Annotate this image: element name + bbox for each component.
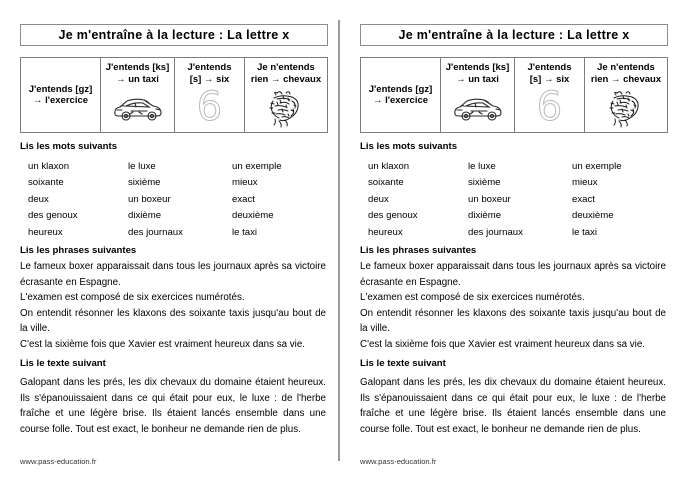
word-item: mieux: [232, 177, 258, 189]
reading-paragraph-wrap: [20, 375, 326, 437]
word-item: des genoux: [28, 210, 78, 222]
sound-cell-silent-line2: rien → chevaux: [590, 73, 662, 85]
text-section-heading: Lis le texte suivant: [20, 358, 106, 369]
sentence-list: [20, 259, 326, 353]
words-section-heading: Lis les mots suivants: [20, 141, 118, 152]
bubble-six-numeral: [515, 85, 584, 132]
horse-sketch-icon: [245, 85, 327, 132]
word-item: des genoux: [368, 210, 418, 222]
sound-cell-s-line2: [s] → six: [189, 73, 230, 85]
sentence-item: L'examen est composé de six exercices numérotés.: [360, 292, 585, 304]
bubble-six-text: 6: [536, 83, 563, 130]
word-item: sixième: [128, 177, 161, 189]
sound-cell-silent: [245, 58, 327, 132]
word-item: sixième: [468, 177, 501, 189]
sentence-item: On entendit résonner les klaxons des soixante taxis jusqu'au bout de la ville.: [20, 307, 326, 335]
word-item: deux: [28, 193, 49, 205]
bubble-six-numeral: [175, 85, 244, 132]
footer-credit: www.pass-education.fr: [360, 457, 437, 466]
page-title: Je m'entraîne à la lecture : La lettre x: [398, 28, 630, 42]
sound-cell-s-line2: [s] → six: [529, 73, 570, 85]
word-item: heureux: [28, 226, 63, 238]
sound-cell-silent-line2: rien → chevaux: [250, 73, 322, 85]
word-item: un exemple: [232, 161, 282, 172]
footer-credit: www.pass-education.fr: [20, 457, 97, 466]
word-item: exact: [572, 193, 595, 205]
sentence-item: C'est la sixième fois que Xavier est vraiment heureux dans sa vie.: [20, 338, 306, 350]
word-item: soixante: [28, 177, 64, 189]
sentences-section-heading: Lis les phrases suivantes: [360, 245, 477, 256]
word-item: le taxi: [232, 226, 258, 238]
word-item: exact: [232, 193, 255, 205]
word-row: [28, 209, 328, 225]
sound-cell-ks-line1: J'entends [ks]: [445, 62, 510, 73]
sound-cell-gz-line2: → l'exercice: [372, 95, 429, 106]
word-row: [368, 226, 668, 242]
sound-cell-silent-line1: Je n'entends: [597, 62, 655, 73]
word-list-grid: [368, 160, 668, 242]
word-item: le taxi: [572, 226, 598, 238]
word-item: deuxième: [572, 210, 614, 222]
sound-cell-gz-line1: J'entends [gz]: [368, 83, 433, 95]
sound-cell-ks: [441, 58, 515, 132]
sentences-section-heading: Lis les phrases suivantes: [20, 245, 137, 256]
sound-cell-ks-line2: → un taxi: [456, 73, 499, 85]
word-row: [28, 160, 328, 176]
word-item: un klaxon: [368, 161, 410, 172]
reading-paragraph-wrap: [360, 375, 666, 437]
word-item: dixième: [128, 210, 162, 222]
word-row: [368, 160, 668, 176]
word-row: [28, 193, 328, 209]
page-title: Je m'entraîne à la lecture : La lettre x: [58, 28, 290, 42]
horse-sketch-icon: [585, 85, 667, 132]
car-sketch-icon: [441, 85, 514, 132]
sound-cell-gz-line2: → l'exercice: [32, 95, 89, 106]
word-item: soixante: [368, 177, 404, 189]
word-row: [28, 226, 328, 242]
words-section-heading: Lis les mots suivants: [360, 141, 458, 152]
word-item: un klaxon: [28, 161, 70, 172]
sound-cell-ks-line1: J'entends [ks]: [105, 62, 170, 73]
word-row: [368, 193, 668, 209]
sound-cell-ks: [101, 58, 175, 132]
reading-paragraph: Galopant dans les prés, les dix chevaux du domaine étaient heureux. Ils s'épanouissaient dans ce qui était pour eux, le luxe : de l'herbe fraîche et une légère brise. Ils étaient lancés ensemble dans une course folle. Tout est exact, le bonheur ne demande rien de plus.: [20, 377, 326, 435]
sound-cell-s: [175, 58, 245, 132]
word-item: un boxeur: [128, 193, 171, 205]
sound-category-table: [360, 57, 668, 133]
word-item: heureux: [368, 226, 403, 238]
sound-cell-gz: [21, 58, 101, 132]
car-sketch-icon: [101, 85, 174, 132]
text-section-heading: Lis le texte suivant: [360, 358, 446, 369]
worksheet-page-right: [340, 0, 680, 480]
word-item: le luxe: [128, 161, 156, 172]
sound-cell-silent-line1: Je n'entends: [257, 62, 315, 73]
word-row: [368, 209, 668, 225]
word-item: mieux: [572, 177, 598, 189]
sound-cell-gz-line1: J'entends [gz]: [28, 83, 93, 95]
word-row: [368, 176, 668, 192]
sentence-item: L'examen est composé de six exercices numérotés.: [20, 292, 245, 304]
word-item: le luxe: [468, 161, 496, 172]
bubble-six-text: 6: [196, 83, 223, 130]
word-item: des journaux: [128, 226, 183, 238]
reading-paragraph: Galopant dans les prés, les dix chevaux du domaine étaient heureux. Ils s'épanouissaient dans ce qui était pour eux, le luxe : de l'herbe fraîche et une légère brise. Ils étaient lancés ensemble dans une course folle. Tout est exact, le bonheur ne demande rien de plus.: [360, 377, 666, 435]
sound-cell-gz: [361, 58, 441, 132]
sound-cell-s-line1: J'entends: [187, 62, 232, 73]
word-item: des journaux: [468, 226, 523, 238]
sound-cell-s: [515, 58, 585, 132]
sentence-item: Le fameux boxer apparaissait dans tous les journaux après sa victoire écrasante en Espagne.: [20, 261, 326, 288]
sentence-list: [360, 259, 666, 353]
word-item: deuxième: [232, 210, 274, 222]
word-item: dixième: [468, 210, 502, 222]
sentence-item: On entendit résonner les klaxons des soixante taxis jusqu'au bout de la ville.: [360, 307, 666, 335]
sound-category-table: [20, 57, 328, 133]
word-item: un boxeur: [468, 193, 511, 205]
sentence-item: Le fameux boxer apparaissait dans tous les journaux après sa victoire écrasante en Espagne.: [360, 261, 666, 288]
word-row: [28, 176, 328, 192]
word-list-grid: [28, 160, 328, 242]
sound-cell-silent: [585, 58, 667, 132]
sentence-item: C'est la sixième fois que Xavier est vraiment heureux dans sa vie.: [360, 338, 646, 350]
page-title-box: [20, 24, 328, 46]
sound-cell-s-line1: J'entends: [527, 62, 572, 73]
word-item: deux: [368, 193, 389, 205]
word-item: un exemple: [572, 161, 622, 172]
page-title-box: [360, 24, 668, 46]
sound-cell-ks-line2: → un taxi: [116, 73, 159, 85]
